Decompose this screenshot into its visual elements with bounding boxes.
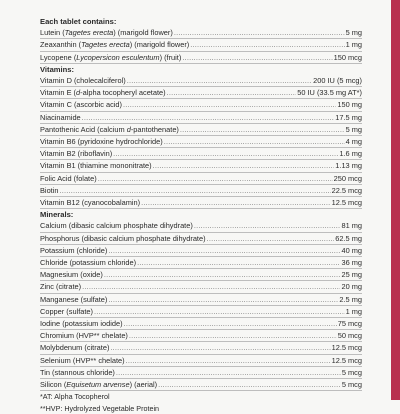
ingredient-amount: 5 mcg [341,367,362,377]
ingredient-amount: 36 mg [341,258,362,268]
dot-leader [137,257,340,268]
dot-leader [180,124,345,135]
ingredient-name [40,136,163,147]
ingredient-row [40,136,362,148]
dot-leader [153,160,335,171]
dot-leader [98,173,333,184]
ingredient-name [40,124,179,135]
ingredient-amount: 50 mcg [337,331,362,341]
ingredient-name [40,197,140,208]
ingredient-amount: 12.5 mcg [331,355,362,365]
ingredient-amount: 17.5 mg [335,112,362,122]
ingredient-amount: 40 mg [341,245,362,255]
ingredient-amount: 2.5 mg [339,294,362,304]
dot-leader [127,75,312,86]
vitamins-section [40,64,362,209]
dot-leader [113,148,338,159]
ingredient-name [40,27,173,38]
dot-leader [104,269,341,280]
ingredient-amount: 20 mg [341,282,362,292]
ingredient-name-part: Potassium (chloride) [40,245,108,255]
dot-leader [110,342,330,353]
section-heading-minerals: Minerals: [40,210,74,220]
ingredient-name [40,342,109,353]
ingredient-name [40,379,157,390]
ingredient-name-part: Copper (sulfate) [40,306,93,316]
dot-leader [116,367,341,378]
ingredient-name [40,355,125,366]
ingredient-row [40,294,362,306]
ingredient-name [40,220,193,231]
package-edge [391,0,400,400]
ingredient-row [40,269,362,281]
ingredient-row [40,330,362,342]
ingredient-name [40,39,189,50]
ingredient-row [40,39,362,51]
dot-leader [164,136,345,147]
ingredient-row [40,185,362,197]
ingredient-name-part: Chromium (HVP** chelate) [40,331,128,341]
ingredient-name-part: Vitamin D (cholecalciferol) [40,76,126,86]
ingredient-name-part: ) (marigold flower) [113,28,173,38]
ingredient-name-part: Vitamin B12 (cyanocobalamin) [40,198,141,208]
ingredient-amount: 62.5 mg [335,233,362,243]
ingredient-name-part: ) (fruit) [159,52,182,62]
ingredient-name-part: Vitamin B1 (thiamine mononitrate) [40,161,152,171]
ingredient-name [40,87,166,98]
tablet-section [40,16,362,64]
ingredient-name-part: Zeaxanthin ( [40,40,82,50]
ingredient-row [40,124,362,136]
ingredient-name-part: Iodine (potassium iodide) [40,319,123,329]
ingredient-name [40,52,181,63]
dot-leader [60,185,331,196]
ingredient-name [40,173,97,184]
dot-leader [82,112,335,123]
ingredient-name [40,75,126,86]
ingredient-row [40,52,362,64]
dot-leader [207,233,335,244]
ingredient-row [40,245,362,257]
ingredient-name [40,330,128,341]
ingredient-name-part: Vitamin E ( [40,88,77,98]
ingredient-name [40,318,123,329]
ingredient-name [40,112,81,123]
ingredient-row [40,318,362,330]
ingredient-name-part: Pantothenic Acid (calcium [40,124,127,134]
ingredient-row [40,160,362,172]
ingredient-name-part: Niacinamide [40,112,81,122]
ingredient-amount: 22.5 mcg [331,185,362,195]
footnote-at: *AT: Alpha Tocopherol [40,392,110,402]
ingredient-row [40,148,362,160]
dot-leader [167,87,297,98]
dot-leader [174,27,345,38]
ingredient-amount: 12.5 mcg [331,198,362,208]
ingredient-name-part: -alpha tocopheryl acetate) [80,88,166,98]
ingredient-name [40,367,115,378]
dot-leader [141,197,330,208]
ingredient-name [40,306,93,317]
ingredient-name-part: Zinc (citrate) [40,282,82,292]
footnote-hvp: **HVP: Hydrolyzed Vegetable Protein [40,403,160,413]
ingredient-name-part: Lycopene ( [40,52,77,62]
dot-leader [190,39,344,50]
ingredient-name [40,294,107,305]
ingredient-name-italic: Tagetes erecta [81,40,130,50]
ingredient-name-italic: Tagetes erecta [64,28,114,38]
ingredient-amount: 1 mg [345,40,362,50]
ingredient-name-part: Molybdenum (citrate) [40,343,110,353]
dot-leader [158,379,341,390]
section-heading-tablet: Each tablet contains: [40,17,117,26]
ingredient-row [40,87,362,99]
ingredient-name-part: Selenium (HVP** chelate) [40,355,125,365]
ingredient-name-part: ) (marigold flower) [129,40,190,50]
ingredient-name [40,257,136,268]
ingredient-name-italic: d [126,124,131,134]
ingredient-name-part: Manganese (sulfate) [40,294,108,304]
minerals-section [40,209,362,391]
ingredient-name-part: Chloride (potassium chloride) [40,258,137,268]
ingredient-name [40,160,152,171]
ingredient-amount: 150 mg [337,100,362,110]
dot-leader [124,318,337,329]
ingredient-name-part: Biotin [40,185,59,195]
ingredient-row [40,99,362,111]
ingredient-name [40,99,122,110]
ingredient-amount: 75 mcg [337,319,362,329]
ingredient-name-part: Lutein ( [40,28,65,38]
dot-leader [108,294,338,305]
dot-leader [108,245,340,256]
ingredient-name-part: Vitamin B2 (riboflavin) [40,149,113,159]
ingredient-amount: 150 mcg [333,52,362,62]
ingredient-name [40,233,206,244]
ingredient-name-part: Vitamin B6 (pyridoxine hydrochloride) [40,137,163,147]
ingredient-amount: 5 mg [345,124,362,134]
ingredient-name-part: Folic Acid (folate) [40,173,97,183]
ingredient-name [40,281,81,292]
dot-leader [194,220,341,231]
dot-leader [82,281,340,292]
ingredient-row [40,355,362,367]
ingredient-amount: 250 mcg [333,173,362,183]
ingredient-row [40,233,362,245]
ingredient-amount: 81 mg [341,221,362,231]
dot-leader [126,355,331,366]
ingredient-amount: 1 mg [345,306,362,316]
ingredient-amount: 1.6 mg [339,149,362,159]
ingredient-row [40,197,362,209]
ingredient-row [40,281,362,293]
ingredient-amount: 1.13 mg [335,161,362,171]
ingredient-name-part: Silicon ( [40,380,67,390]
ingredient-row [40,257,362,269]
ingredient-row [40,220,362,232]
ingredient-name-italic: d [76,88,81,98]
dot-leader [94,306,345,317]
dot-leader [182,52,332,63]
ingredient-name-part: Vitamin C (ascorbic acid) [40,100,123,110]
ingredient-name-italic: Equisetum arvense [66,380,130,390]
ingredient-amount: 200 IU (5 mcg) [313,76,362,86]
ingredient-name-part: ) (aerial) [129,380,158,390]
ingredients-panel [40,16,362,414]
dot-leader [129,330,337,341]
ingredient-name [40,245,107,256]
ingredient-row [40,379,362,391]
ingredient-amount: 50 IU (33.5 mg AT*) [297,88,362,98]
ingredient-name [40,269,103,280]
ingredient-amount: 4 mg [345,137,362,147]
ingredient-name-part: Magnesium (oxide) [40,270,103,280]
ingredient-row [40,75,362,87]
ingredient-row [40,27,362,39]
ingredient-row [40,367,362,379]
ingredient-name [40,185,59,196]
ingredient-name-part: Phosphorus (dibasic calcium phosphate dihydrate) [40,233,206,243]
ingredient-row [40,112,362,124]
ingredient-amount: 5 mcg [341,380,362,390]
section-heading-vitamins: Vitamins: [40,64,75,74]
ingredient-amount: 25 mg [341,270,362,280]
ingredient-name [40,148,112,159]
ingredient-name-part: -pantothenate) [130,124,179,134]
ingredient-amount: 5 mg [345,28,362,38]
dot-leader [123,99,336,110]
ingredient-name-part: Tin (stannous chloride) [40,367,115,377]
ingredient-amount: 12.5 mcg [331,343,362,353]
ingredient-row [40,342,362,354]
ingredient-name-part: Calcium (dibasic calcium phosphate dihydrate) [40,221,193,231]
ingredient-row [40,173,362,185]
ingredient-name-italic: Lycopersicon esculentum [76,52,160,62]
ingredient-row [40,306,362,318]
